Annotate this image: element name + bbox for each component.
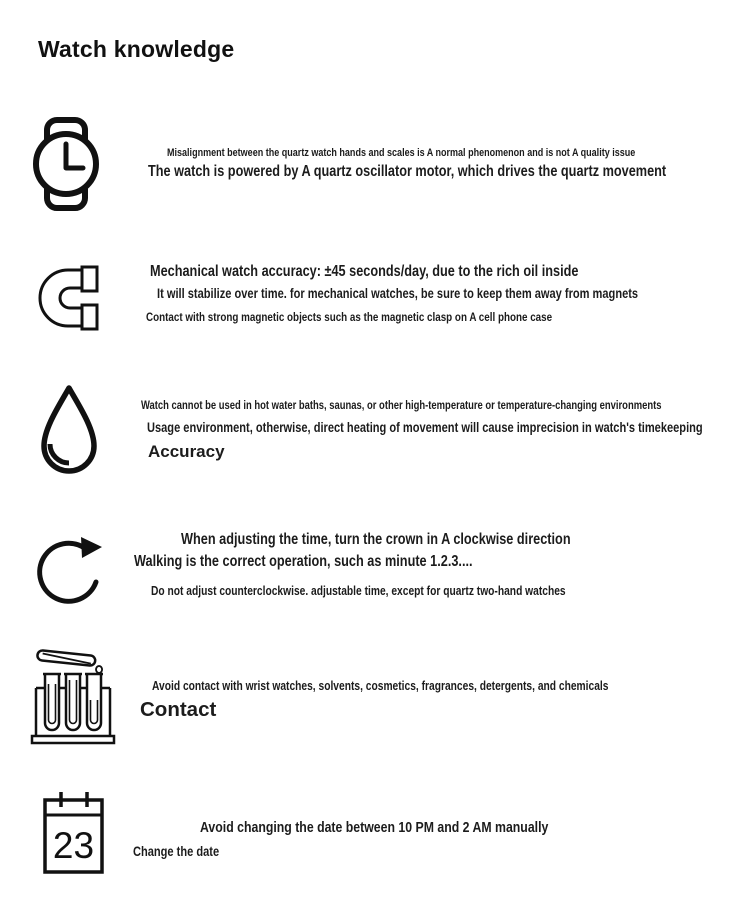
section-heading: Accuracy — [148, 442, 225, 461]
section-text-line: Avoid contact with wrist watches, solvents, cosmetics, fragrances, detergents, and chemicals — [152, 679, 609, 693]
section-text-line: Contact with strong magnetic objects such as the magnetic clasp on A cell phone case — [146, 310, 553, 324]
calendar-icon — [40, 788, 106, 876]
section-text-line: Usage environment, otherwise, direct heating of movement will cause imprecision in watch's timekeeping — [147, 420, 703, 435]
wristwatch-icon — [30, 116, 102, 212]
section-text-line: It will stabilize over time. for mechanical watches, be sure to keep them away from magnets — [157, 286, 639, 301]
test-tubes-icon — [30, 644, 116, 746]
section-text-line: The watch is powered by A quartz oscillator motor, which drives the quartz movement — [148, 163, 667, 180]
section-text-line: Mechanical watch accuracy: ±45 seconds/day, due to the rich oil inside — [150, 263, 579, 280]
magnet-icon — [36, 264, 100, 332]
section-text-line: Change the date — [133, 844, 220, 859]
section-text-line: Walking is the correct operation, such as minute 1.2.3.... — [134, 553, 473, 570]
waterdrop-icon — [38, 382, 100, 478]
section-text-line: When adjusting the time, turn the crown in A clockwise direction — [181, 531, 571, 548]
section-text-line: Misalignment between the quartz watch hands and scales is A normal phenomenon and is not A quality issue — [167, 147, 636, 159]
section-text-line: Watch cannot be used in hot water baths, saunas, or other high-temperature or temperature-changing environments — [141, 400, 662, 412]
rotate-clockwise-icon — [36, 524, 106, 612]
section-text-line: Avoid changing the date between 10 PM and 2 AM manually — [200, 819, 549, 836]
section-text-line: Do not adjust counterclockwise. adjustable time, except for quartz two-hand watches — [151, 584, 566, 598]
page-title: Watch knowledge — [38, 36, 235, 62]
section-heading: Contact — [140, 698, 217, 721]
calendar-day-number: 23 — [52, 825, 95, 866]
